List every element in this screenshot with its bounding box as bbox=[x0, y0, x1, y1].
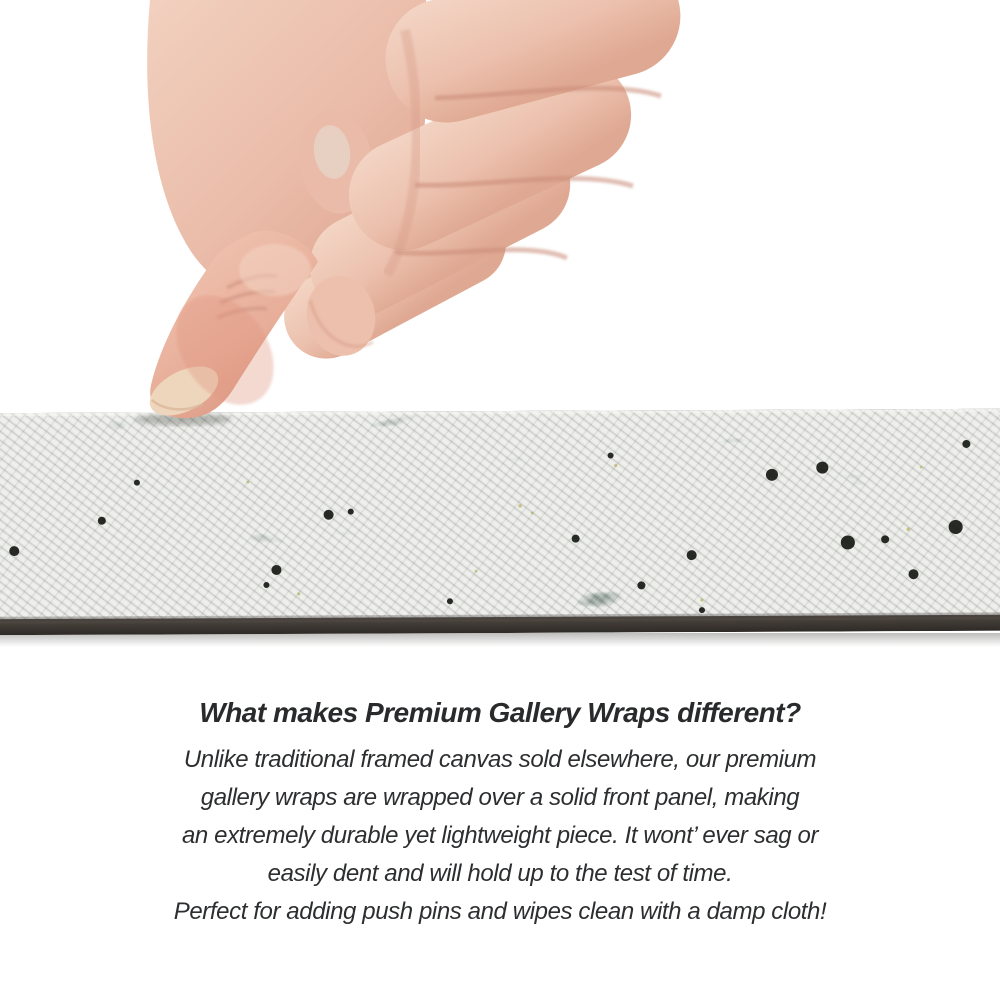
canvas-strip-photo bbox=[0, 409, 1000, 635]
info-heading: What makes Premium Gallery Wraps different? bbox=[199, 697, 801, 728]
hand-pressing-thumb bbox=[105, 0, 725, 422]
info-line: Unlike traditional framed canvas sold elsewhere, our premium bbox=[183, 746, 817, 773]
canvas-strip-art bbox=[0, 409, 1000, 635]
hand-photo bbox=[105, 0, 725, 422]
info-line: an extremely durable yet lightweight piece. It wont’ ever sag or bbox=[181, 822, 819, 849]
info-line: Perfect for adding push pins and wipes clean with a damp cloth! bbox=[173, 898, 827, 925]
info-line: easily dent and will hold up to the test of time. bbox=[267, 860, 733, 887]
info-line: gallery wraps are wrapped over a solid front panel, making bbox=[200, 784, 800, 811]
panel-drop-shadow bbox=[0, 633, 1000, 647]
info-block bbox=[0, 697, 1000, 931]
